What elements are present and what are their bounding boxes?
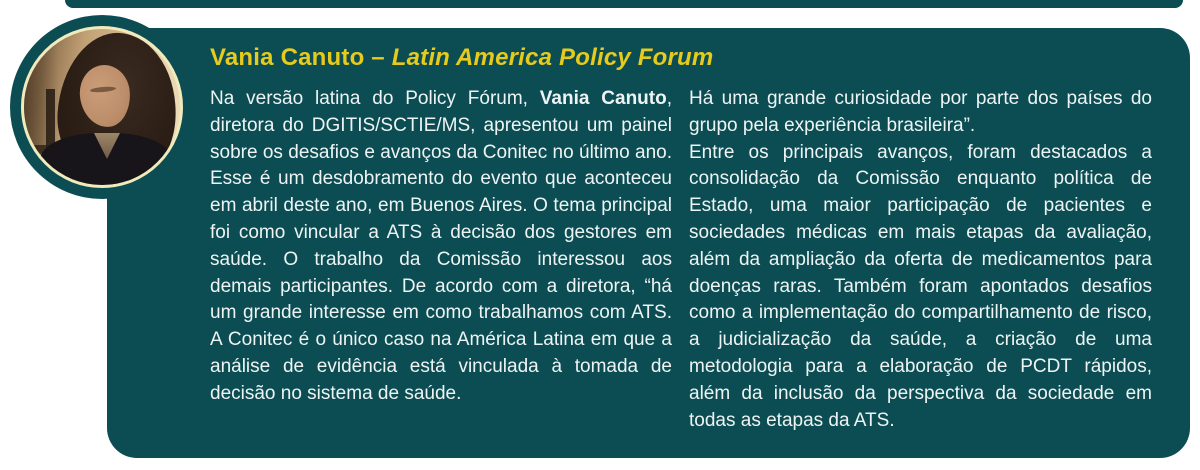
speaker-name: Vania Canuto – (210, 44, 392, 71)
event-name: Latin America Policy Forum (391, 44, 714, 71)
left-column-lead-text: Na versão latina do Policy Fórum, (210, 88, 540, 109)
speaker-photo (21, 26, 183, 188)
right-column-paragraph-2: Entre os principais avanços, foram destacados a consolidação da Comissão enquanto política de Estado, uma maior participação de pacientes e sociedades médicas em mais etapas da avaliação, além da ampliação da oferta de medicamentos para doenças raras. Também foram apontados desafios como a implementação do compartilhamento de risco, a judicialização da saúde, a criação de uma metodologia para a elaboração de PCDT rápidos, além da inclusão da perspectiva da sociedade em todas as etapas da ATS. (689, 141, 1152, 431)
article-body (210, 86, 1152, 434)
speaker-name-bold: Vania Canuto (539, 88, 667, 109)
left-column-rest-text: , diretora do DGITIS/SCTIE/MS, apresentou um painel sobre os desafios e avanços da Conitec no último ano. Esse é um desdobramento do evento que aconteceu em abril deste ano, em Buenos Aires. O tema principal foi como vincular a ATS à decisão dos gestores em saúde. O trabalho da Comissão interessou aos demais participantes. De acordo com a diretora, “há um grande interesse em como trabalhamos com ATS. A Conitec é o único caso na América Latina em que a análise de evidência está vinculada à tomada de decisão no sistema de saúde. (210, 88, 672, 404)
right-column (689, 86, 1152, 434)
right-column-paragraph-1: Há uma grande curiosidade por parte dos países do grupo pela experiência brasileira”. (689, 88, 1152, 136)
article-title (210, 44, 713, 72)
left-column (210, 86, 672, 434)
